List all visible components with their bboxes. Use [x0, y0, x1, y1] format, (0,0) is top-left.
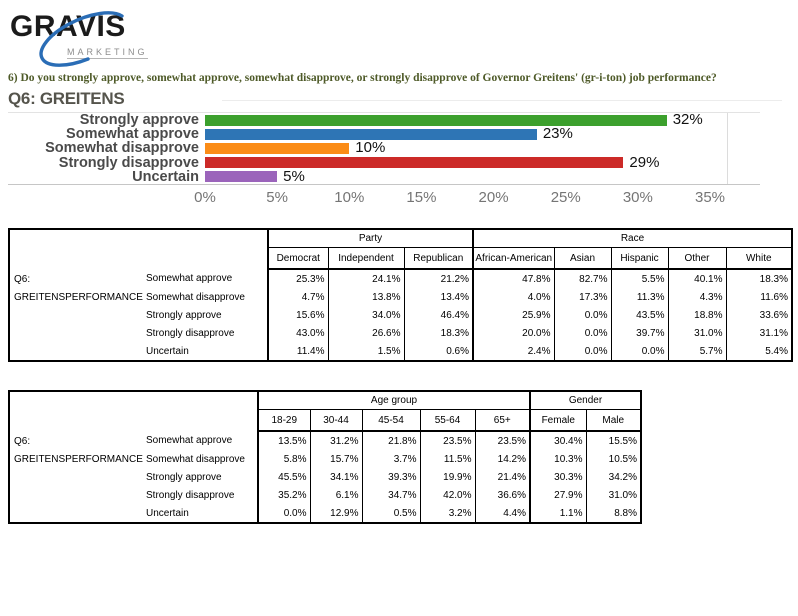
table-cell: 31.0% — [586, 486, 641, 504]
table-cell: 17.3% — [554, 288, 611, 306]
table-cell: 21.8% — [362, 431, 420, 450]
axis-tick-label: 0% — [194, 189, 216, 206]
table-cell: 3.2% — [420, 504, 475, 523]
axis-tick-label: 35% — [694, 189, 726, 206]
table-cell: 5.5% — [611, 269, 668, 288]
gravis-marketing-logo — [10, 12, 160, 64]
table-cell: 39.3% — [362, 468, 420, 486]
column-header: African-American — [473, 248, 554, 270]
table-cell: 31.1% — [726, 324, 792, 342]
table-cell: 15.7% — [310, 450, 362, 468]
axis-tick-label: 5% — [266, 189, 288, 206]
column-header: Female — [530, 410, 586, 432]
question-row-label — [9, 269, 144, 361]
chart-value-label: 23% — [542, 125, 573, 143]
table-cell: 0.6% — [404, 342, 473, 361]
table-cell: 35.2% — [258, 486, 310, 504]
chart-bar-row — [8, 153, 760, 171]
column-header: Male — [586, 410, 641, 432]
table-cell: 5.8% — [258, 450, 310, 468]
table-cell: 24.1% — [328, 269, 404, 288]
table-corner-cell — [9, 229, 268, 269]
table-cell: 40.1% — [668, 269, 726, 288]
question-row-label-line: GREITENSPERFORMANCE — [14, 454, 143, 465]
chart-value-label: 32% — [672, 111, 703, 129]
axis-tick-label: 30% — [622, 189, 653, 206]
table-cell: 0.0% — [554, 342, 611, 361]
title-rule-line — [222, 100, 782, 101]
chart-category-label: Somewhat approve — [66, 126, 199, 143]
column-group-header: Race — [473, 229, 792, 248]
table-cell: 13.5% — [258, 431, 310, 450]
table-cell: 39.7% — [611, 324, 668, 342]
table-cell: 3.7% — [362, 450, 420, 468]
header-group-row — [9, 229, 792, 248]
answer-label: Strongly approve — [146, 471, 222, 483]
chart-bar-row — [8, 113, 760, 127]
table-cell: 0.0% — [554, 306, 611, 324]
table-cell: 43.5% — [611, 306, 668, 324]
chart-value-label: 5% — [283, 167, 305, 185]
column-group-header: Gender — [530, 391, 641, 410]
table-cell: 13.8% — [328, 288, 404, 306]
chart-bar — [205, 143, 349, 154]
chart-category-label: Uncertain — [132, 168, 199, 185]
table-cell: 43.0% — [268, 324, 328, 342]
table-cell: 14.2% — [475, 450, 530, 468]
table-cell: 5.7% — [668, 342, 726, 361]
column-header: 65+ — [475, 410, 530, 432]
table-cell: 11.5% — [420, 450, 475, 468]
logo-brand-text: GRAVIS — [10, 10, 126, 43]
column-header: 30-44 — [310, 410, 362, 432]
table-cell: 25.3% — [268, 269, 328, 288]
column-header: 18-29 — [258, 410, 310, 432]
table-cell: 21.4% — [475, 468, 530, 486]
table-cell: 2.4% — [473, 342, 554, 361]
table-cell: 26.6% — [328, 324, 404, 342]
table-cell: 13.4% — [404, 288, 473, 306]
chart-bar — [205, 157, 623, 168]
table-cell: 20.0% — [473, 324, 554, 342]
answer-label: Uncertain — [146, 507, 189, 519]
axis-tick-label: 25% — [550, 189, 581, 206]
table-cell: 0.0% — [554, 324, 611, 342]
chart-value-label: 29% — [629, 153, 660, 171]
column-header: Hispanic — [611, 248, 668, 270]
table-cell: 4.7% — [268, 288, 328, 306]
table-cell: 23.5% — [475, 431, 530, 450]
question-row-label-line: Q6: — [14, 436, 31, 447]
table-cell: 11.4% — [268, 342, 328, 361]
table-cell: 0.0% — [611, 342, 668, 361]
table-cell: 0.5% — [362, 504, 420, 523]
table-cell: 15.5% — [586, 431, 641, 450]
approval-bar-chart — [8, 112, 760, 211]
table-corner-cell — [9, 391, 258, 431]
column-header: Asian — [554, 248, 611, 270]
axis-tick-label: 10% — [334, 189, 365, 206]
table-cell: 47.8% — [473, 269, 554, 288]
table-cell: 4.0% — [473, 288, 554, 306]
answer-label: Somewhat approve — [146, 273, 233, 284]
question-row-label — [9, 431, 144, 523]
table-cell: 42.0% — [420, 486, 475, 504]
answer-label: Strongly disapprove — [146, 489, 235, 501]
table-cell: 31.2% — [310, 431, 362, 450]
question-row-label-line: GREITENSPERFORMANCE — [14, 292, 143, 303]
table-row — [9, 431, 641, 450]
table-cell: 0.0% — [258, 504, 310, 523]
table-cell: 11.6% — [726, 288, 792, 306]
chart-plot — [8, 112, 760, 185]
answer-label: Somewhat approve — [146, 435, 233, 446]
table-cell: 8.8% — [586, 504, 641, 523]
axis-tick-label: 20% — [478, 189, 509, 206]
column-header: Independent — [328, 248, 404, 270]
chart-category-label: Strongly approve — [79, 112, 199, 128]
table-cell: 21.2% — [404, 269, 473, 288]
table-cell: 5.4% — [726, 342, 792, 361]
question-row-label-line: Q6: — [14, 274, 31, 285]
table-cell: 10.5% — [586, 450, 641, 468]
chart-category-label: Somewhat disapprove — [45, 140, 199, 157]
chart-value-label: 10% — [355, 139, 386, 157]
table-cell: 30.4% — [530, 431, 586, 450]
answer-label: Strongly disapprove — [146, 327, 235, 339]
chart-bar — [205, 171, 277, 182]
axis-tick-label: 15% — [406, 189, 437, 206]
table-cell: 1.5% — [328, 342, 404, 361]
answer-label: Uncertain — [146, 345, 189, 357]
column-header: 55-64 — [420, 410, 475, 432]
table-cell: 15.6% — [268, 306, 328, 324]
table-cell: 18.3% — [726, 269, 792, 288]
table-cell: 82.7% — [554, 269, 611, 288]
section-title: Q6: GREITENS — [8, 89, 125, 108]
table-cell: 11.3% — [611, 288, 668, 306]
answer-label: Somewhat disapprove — [146, 291, 245, 303]
table-cell: 34.7% — [362, 486, 420, 504]
table-cell: 30.3% — [530, 468, 586, 486]
table-cell: 36.6% — [475, 486, 530, 504]
table-cell: 34.0% — [328, 306, 404, 324]
chart-bar-row — [8, 167, 760, 185]
table-cell: 1.1% — [530, 504, 586, 523]
table-cell: 33.6% — [726, 306, 792, 324]
table-cell: 46.4% — [404, 306, 473, 324]
crosstab-age-gender-table — [8, 390, 642, 524]
chart-bar — [205, 129, 537, 140]
column-group-header: Age group — [258, 391, 530, 410]
column-header: Republican — [404, 248, 473, 270]
table-cell: 34.1% — [310, 468, 362, 486]
table-cell: 4.4% — [475, 504, 530, 523]
logo-subtitle-text: MARKETING — [67, 47, 148, 57]
table-cell: 10.3% — [530, 450, 586, 468]
table-cell: 18.8% — [668, 306, 726, 324]
table-cell: 6.1% — [310, 486, 362, 504]
table-cell: 12.9% — [310, 504, 362, 523]
table-cell: 31.0% — [668, 324, 726, 342]
table-cell: 19.9% — [420, 468, 475, 486]
table-cell: 4.3% — [668, 288, 726, 306]
table-row — [9, 269, 792, 288]
answer-label: Strongly approve — [146, 309, 222, 321]
table-cell: 23.5% — [420, 431, 475, 450]
column-header: Democrat — [268, 248, 328, 270]
survey-question-text: 6) Do you strongly approve, somewhat approve, somewhat disapprove, or strongly disapprove of Governor Greitens' (gr-i-ton) job performance? — [8, 72, 717, 84]
answer-label: Somewhat disapprove — [146, 453, 245, 465]
table-cell: 27.9% — [530, 486, 586, 504]
chart-category-label: Strongly disapprove — [58, 154, 199, 171]
column-header: 45-54 — [362, 410, 420, 432]
table-cell: 18.3% — [404, 324, 473, 342]
table-cell: 45.5% — [258, 468, 310, 486]
chart-bar — [205, 115, 667, 126]
header-group-row — [9, 391, 641, 410]
column-group-header: Party — [268, 229, 473, 248]
chart-x-axis — [8, 185, 760, 211]
column-header: White — [726, 248, 792, 270]
column-header: Other — [668, 248, 726, 270]
table-cell: 34.2% — [586, 468, 641, 486]
crosstab-party-race-table — [8, 228, 793, 362]
table-cell: 25.9% — [473, 306, 554, 324]
